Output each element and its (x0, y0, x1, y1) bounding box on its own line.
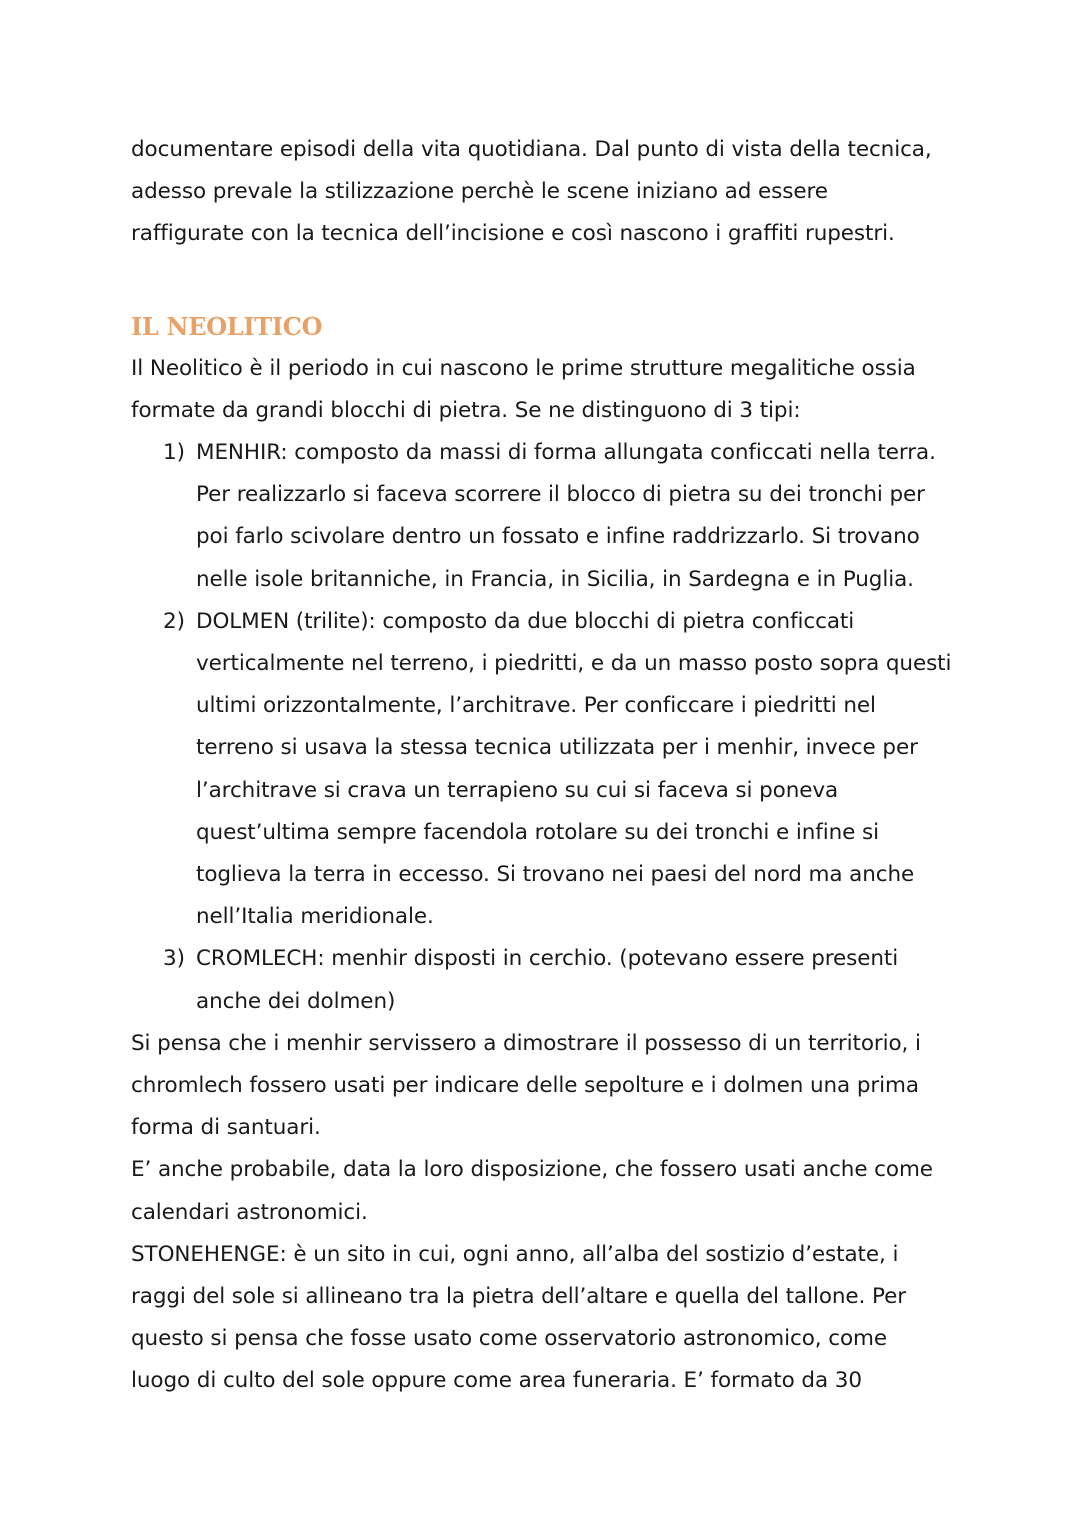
section-intro-paragraph (131, 348, 971, 432)
text-line: Per realizzarlo si faceva scorrere il blocco di pietra su dei tronchi per (196, 482, 925, 508)
text-line: raffigurate con la tecnica dell’incisione e così nascono i graffiti rupestri. (131, 221, 895, 247)
text-line: l’architrave si crava un terrapieno su cui si faceva si poneva (196, 777, 839, 803)
text-line: forma di santuari. (131, 1115, 321, 1141)
text-line: DOLMEN (trilite): composto da due blocchi di pietra conficcati (196, 608, 855, 634)
list-number: 3) (163, 946, 185, 972)
purpose-paragraph (131, 1023, 971, 1150)
calendar-paragraph (131, 1149, 971, 1233)
text-line: toglieva la terra in eccesso. Si trovano nei paesi del nord ma anche (196, 862, 915, 888)
list-item-dolmen (131, 601, 971, 939)
text-line: poi farlo scivolare dentro un fossato e infine raddrizzarlo. Si trovano (196, 524, 920, 550)
text-line: nelle isole britanniche, in Francia, in Sicilia, in Sardegna e in Puglia. (196, 566, 914, 592)
text-line: questo si pensa che fosse usato come osservatorio astronomico, come (131, 1326, 887, 1352)
intro-paragraph (131, 129, 971, 256)
megalith-type-list (131, 432, 971, 1023)
text-line: formate da grandi blocchi di pietra. Se ne distinguono di 3 tipi: (131, 397, 801, 423)
text-line: E’ anche probabile, data la loro disposizione, che fossero usati anche come (131, 1157, 933, 1183)
text-line: verticalmente nel terreno, i piedritti, e da un masso posto sopra questi (196, 651, 952, 677)
text-line: chromlech fossero usati per indicare delle sepolture e i dolmen una prima (131, 1073, 919, 1099)
text-line: STONEHENGE: è un sito in cui, ogni anno, all’alba del sostizio d’estate, i (131, 1241, 899, 1267)
document-page (131, 129, 971, 1403)
stonehenge-paragraph (131, 1234, 971, 1403)
text-line: terreno si usava la stessa tecnica utilizzata per i menhir, invece per (196, 735, 918, 761)
text-line: CROMLECH: menhir disposti in cerchio. (potevano essere presenti (196, 946, 899, 972)
list-item-menhir (131, 432, 971, 601)
text-line: Si pensa che i menhir servissero a dimostrare il possesso di un territorio, i (131, 1030, 921, 1056)
text-line: adesso prevale la stilizzazione perchè le scene iniziano ad essere (131, 179, 828, 205)
text-line: raggi del sole si allineano tra la pietra dell’altare e quella del tallone. Per (131, 1284, 906, 1310)
list-number: 2) (163, 608, 185, 634)
text-line: documentare episodi della vita quotidiana. Dal punto di vista della tecnica, (131, 137, 932, 162)
section-heading: IL NEOLITICO (131, 311, 323, 341)
text-line: luogo di culto del sole oppure come area funeraria. E’ formato da 30 (131, 1368, 862, 1394)
text-line: nell’Italia meridionale. (196, 904, 434, 930)
list-item-cromlech (131, 938, 971, 1022)
text-line: anche dei dolmen) (196, 988, 396, 1014)
text-line: MENHIR: composto da massi di forma allungata conficcati nella terra. (196, 440, 936, 466)
list-number: 1) (163, 440, 185, 466)
text-line: Il Neolitico è il periodo in cui nascono le prime strutture megalitiche ossia (131, 355, 916, 381)
text-line: ultimi orizzontalmente, l’architrave. Per conficcare i piedritti nel (196, 693, 876, 719)
text-line: calendari astronomici. (131, 1199, 368, 1225)
text-line: quest’ultima sempre facendola rotolare su dei tronchi e infine si (196, 819, 880, 845)
